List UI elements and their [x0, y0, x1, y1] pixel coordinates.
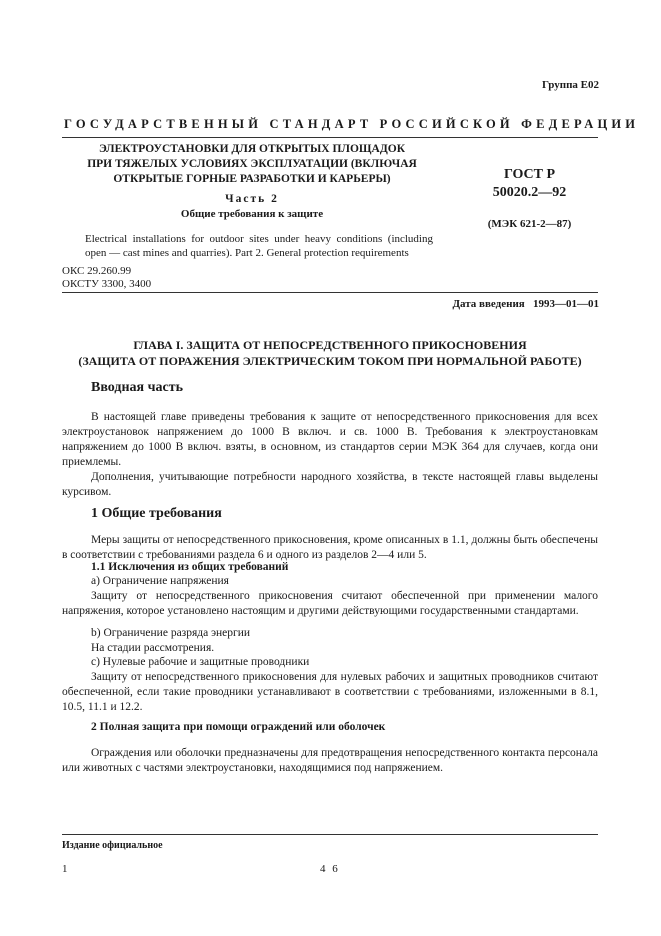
page-center-number: 4 6 [320, 863, 340, 875]
section-1-heading: 1 Общие требования [91, 506, 222, 521]
intro-date-label: Дата введения [452, 298, 525, 310]
intro-text [62, 410, 598, 500]
chapter-line: (ЗАЩИТА ОТ ПОРАЖЕНИЯ ЭЛЕКТРИЧЕСКИМ ТОКОМ ПРИ НОРМАЛЬНОЙ РАБОТЕ) [78, 354, 582, 368]
paragraph: Защиту от непосредственного прикосновения считают обеспеченной при применении малого напряжения, которое установлено настоящим и другими действующими государственными стандартами. [62, 590, 598, 617]
section-2-text [62, 746, 598, 776]
classification-codes [62, 265, 151, 291]
paragraph: Дополнения, учитывающие потребности народного хозяйства, в тексте настоящей главы выделены курсивом. [62, 471, 598, 498]
chapter-heading [62, 337, 598, 369]
edition-label: Издание официальное [62, 840, 163, 851]
item-b-label: b) Ограничение разряда энергии [91, 627, 251, 639]
footer-divider [62, 834, 598, 835]
codes-divider [62, 292, 598, 293]
paragraph: Защиту от непосредственного прикосновения для нулевых рабочих и защитных проводников считают обеспеченной, если такие проводники устанавливают в соответствии с требованиями, изложенными в 8.1, 10.5, 11.1 и 12.2. [62, 671, 598, 713]
item-a-label: а) Ограничение напряжения [91, 575, 229, 587]
header-divider [62, 137, 598, 138]
gost-line2: 50020.2—92 [492, 185, 567, 200]
paragraph: Ограждения или оболочки предназначены для предотвращения непосредственного контакта персонала или животных с частями электроустановки, находящимися под напряжением. [62, 747, 598, 774]
document-title [62, 142, 442, 187]
paragraph: Меры защиты от непосредственного прикосновения, кроме описанных в 1.1, должны быть обеспечены в соответствии с требованиями раздела 6 и одного из разделов 2—4 или 5. [62, 534, 598, 561]
part-label: Часть 2 [225, 193, 279, 205]
title-line: ОТКРЫТЫЕ ГОРНЫЕ РАЗРАБОТКИ И КАРЬЕРЫ) [113, 173, 391, 185]
item-c-label: с) Нулевые рабочие и защитные проводники [91, 656, 310, 668]
intro-date [452, 298, 599, 310]
okstu-code: ОКСТУ 3300, 3400 [62, 278, 152, 290]
page-number: 1 [62, 863, 68, 875]
state-standard-header: ГОСУДАРСТВЕННЫЙ СТАНДАРТ РОССИЙСКОЙ ФЕДЕРАЦИИ [64, 117, 640, 131]
iec-reference: (МЭК 621-2—87) [487, 218, 572, 230]
section-1-text [62, 533, 598, 563]
subtitle: Общие требования к защите [180, 208, 324, 220]
paragraph: В настоящей главе приведены требования к защите от непосредственного прикосновения для всех электроустановок напряжением до 1000 В включ. и св. 1000 В. Требования к электроустановкам напряжением до 1000 В включ. взяты, в основном, из стандартов серии МЭК 364 для случаев, когда они приемлемы. [62, 411, 598, 468]
gost-number [462, 166, 597, 202]
item-c-text [62, 670, 598, 715]
chapter-line: ГЛАВА I. ЗАЩИТА ОТ НЕПОСРЕДСТВЕННОГО ПРИКОСНОВЕНИЯ [133, 338, 527, 352]
intro-date-value: 1993—01—01 [533, 298, 599, 310]
intro-heading: Вводная часть [91, 380, 184, 395]
subsection-1-1-heading: 1.1 Исключения из общих требований [91, 561, 289, 573]
okc-code: ОКС 29.260.99 [62, 265, 132, 277]
item-a-text [62, 589, 598, 619]
gost-line1: ГОСТ Р [503, 167, 556, 182]
section-2-heading: 2 Полная защита при помощи ограждений или оболочек [91, 721, 386, 733]
group-code: Группа Е02 [541, 79, 599, 91]
english-title: Electrical installations for outdoor sites under heavy conditions (including open — cast mines and quarries). Part 2. General protection requirements [85, 233, 433, 259]
title-line: ПРИ ТЯЖЕЛЫХ УСЛОВИЯХ ЭКСПЛУАТАЦИИ (ВКЛЮЧАЯ [87, 158, 417, 170]
item-b-text: На стадии рассмотрения. [91, 642, 215, 654]
title-line: ЭЛЕКТРОУСТАНОВКИ ДЛЯ ОТКРЫТЫХ ПЛОЩАДОК [98, 143, 406, 155]
